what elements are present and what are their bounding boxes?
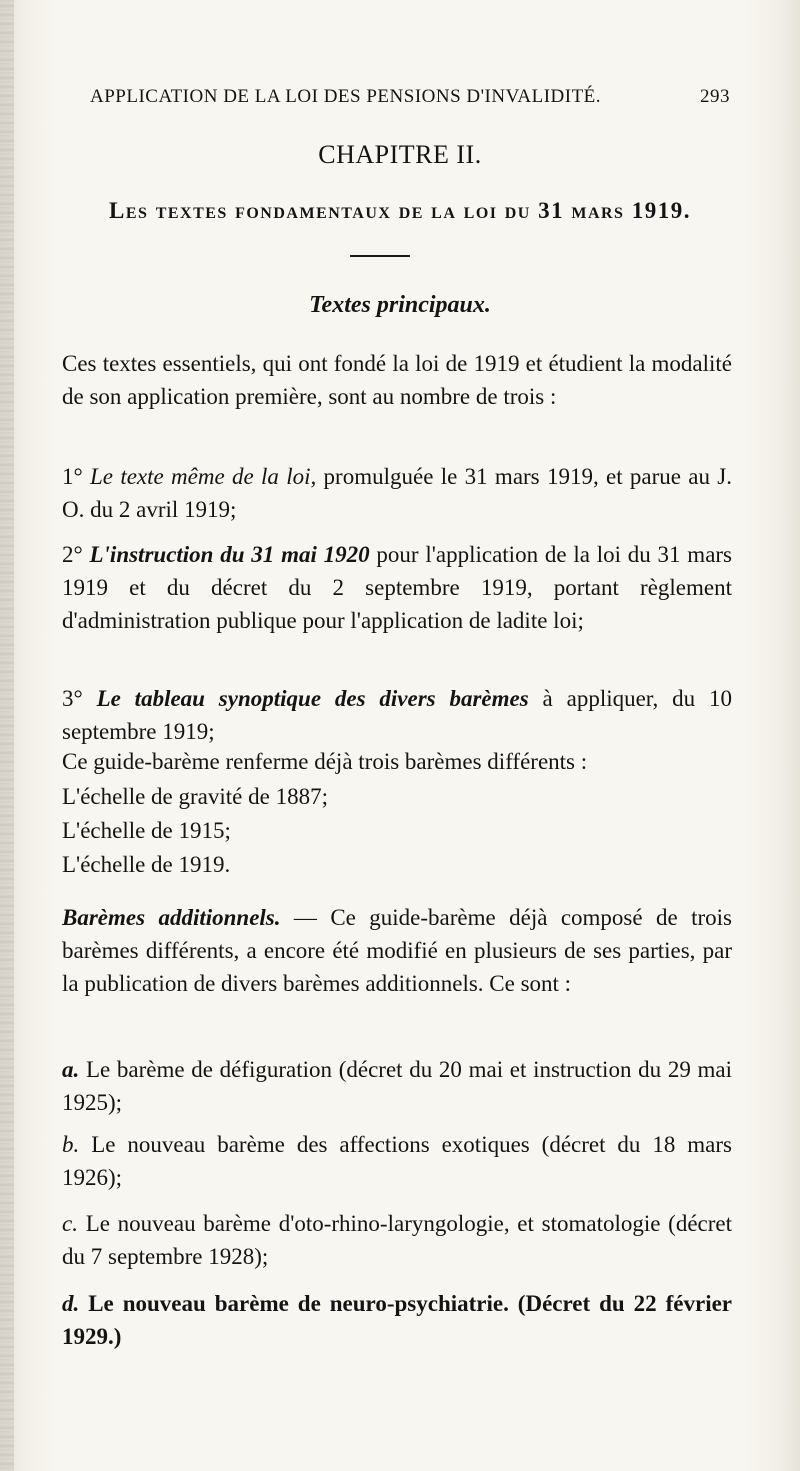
- list-letter-c: c.: [62, 1211, 78, 1236]
- list-letter-a: a.: [62, 1057, 80, 1082]
- guide-line: L'échelle de gravité de 1887;: [62, 784, 328, 809]
- additional-text: — Ce guide-barème déjà composé de trois barèmes différents, a encore été modifié en plusieurs de ses parties, par la publication de divers barèmes additionnels. Ce sont :: [62, 905, 732, 996]
- guide-line: Ce guide-barème renferme déjà trois barèmes différents :: [62, 749, 588, 774]
- item-2-number: 2°: [62, 542, 83, 567]
- item-3-paragraph: [62, 682, 732, 748]
- guide-line: L'échelle de 1915;: [62, 818, 231, 843]
- chapter-heading: CHAPITRE II.: [318, 140, 482, 169]
- running-head-title: APPLICATION DE LA LOI DES PENSIONS D'INVALIDITÉ.: [90, 86, 602, 107]
- additional-paragraph: [62, 901, 732, 1000]
- list-text-d: Le nouveau barème de neuro-psychiatrie. (Décret du 22 février 1929.): [62, 1291, 732, 1349]
- item-2-text: pour l'application de la loi du 31 mars 1919 et du décret du 2 septembre 1919, portant règlement d'administration publique pour l'application de ladite loi;: [62, 542, 733, 633]
- guide-line: L'échelle de 1919.: [62, 852, 231, 877]
- list-text-b: Le nouveau barème des affections exotiques (décret du 18 mars 1926);: [62, 1132, 732, 1190]
- item-1-paragraph: [62, 460, 732, 526]
- item-2-paragraph: [62, 538, 732, 637]
- item-3-title: Le tableau synoptique des divers barèmes: [96, 686, 529, 711]
- list-text-a: Le barème de défiguration (décret du 20 mai et instruction du 29 mai 1925);: [62, 1057, 732, 1115]
- list-text-c: Le nouveau barème d'oto-rhino-laryngologie, et stomatologie (décret du 7 septembre 1928);: [62, 1211, 732, 1269]
- subheading: Textes principaux.: [309, 292, 491, 318]
- list-item-b: [62, 1128, 732, 1194]
- additional-title: Barèmes additionnels.: [62, 905, 281, 930]
- item-3-number: 3°: [62, 686, 83, 711]
- list-letter-d: d.: [62, 1291, 80, 1316]
- page-number: 293: [700, 86, 730, 107]
- item-1-number: 1°: [62, 464, 83, 489]
- section-title: Les textes fondamentaux de la loi du 31 mars 1919.: [109, 198, 691, 223]
- running-head: [90, 86, 730, 108]
- item-3-text: à appliquer, du 10 septembre 1919;: [62, 686, 733, 744]
- intro-paragraph: Ces textes essentiels, qui ont fondé la loi de 1919 et étudient la modalité de son application première, sont au nombre de trois :: [62, 351, 732, 409]
- item-1-title: Le texte même de la loi,: [90, 464, 317, 489]
- item-1-text: promulguée le 31 mars 1919, et parue au J. O. du 2 avril 1919;: [62, 464, 733, 522]
- list-item-c: [62, 1207, 732, 1273]
- list-item-a: [62, 1053, 732, 1119]
- list-letter-b: b.: [62, 1132, 80, 1157]
- list-item-d: [62, 1287, 732, 1353]
- divider-rule: [350, 255, 410, 257]
- item-2-title: L'instruction du 31 mai 1920: [89, 542, 370, 567]
